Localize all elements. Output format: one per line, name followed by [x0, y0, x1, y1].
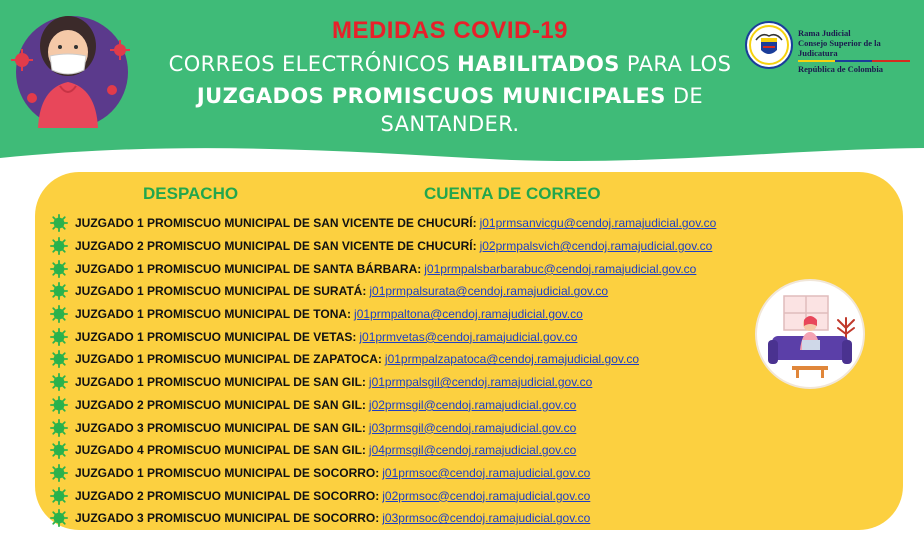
email-link[interactable]: j01prmpalzapatoca@cendoj.ramajudicial.gov.co [384, 352, 640, 367]
court-name: JUZGADO 1 PROMISCUO MUNICIPAL DE SOCORRO: [75, 465, 380, 480]
email-link[interactable]: j01prmpalsurata@cendoj.ramajudicial.gov.co [369, 284, 609, 299]
email-link[interactable]: j01prmpalsgil@cendoj.ramajudicial.gov.co [368, 375, 593, 390]
column-header-correo: CUENTA DE CORREO [424, 184, 601, 203]
court-name: JUZGADO 1 PROMISCUO MUNICIPAL DE SAN GIL: [75, 375, 366, 390]
list-item [50, 371, 790, 394]
green-virus-bullet-icon [50, 214, 68, 232]
logo-line-2: Consejo Superior de la Judicatura [798, 38, 881, 58]
green-virus-bullet-icon [50, 419, 68, 437]
email-link[interactable]: j02prmsoc@cendoj.ramajudicial.gov.co [382, 488, 591, 503]
green-virus-bullet-icon [50, 396, 68, 414]
court-email-list [50, 212, 790, 530]
list-item [50, 484, 790, 507]
subtitle-line-2-post: DE SANTANDER. [380, 84, 704, 136]
court-name: JUZGADO 3 PROMISCUO MUNICIPAL DE SAN GIL: [75, 420, 366, 435]
list-item [50, 280, 790, 303]
list-item [50, 212, 790, 235]
list-item [50, 325, 790, 348]
list-item [50, 416, 790, 439]
home-office-illustration [754, 278, 866, 390]
logo-text [798, 28, 914, 74]
logo-line-3: República de Colombia [798, 64, 884, 74]
court-name: JUZGADO 1 PROMISCUO MUNICIPAL DE SAN VICENTE DE CHUCURÍ: [75, 216, 477, 231]
green-virus-bullet-icon [50, 464, 68, 482]
rama-judicial-logo [744, 20, 914, 72]
email-link[interactable]: j01prmvetas@cendoj.ramajudicial.gov.co [359, 329, 578, 344]
email-link[interactable]: j02prmpalsvich@cendoj.ramajudicial.gov.co [479, 239, 713, 254]
court-name: JUZGADO 1 PROMISCUO MUNICIPAL DE SURATÁ: [75, 284, 367, 299]
email-link[interactable]: j01prmsanvicgu@cendoj.ramajudicial.gov.co [479, 216, 717, 231]
court-name: JUZGADO 2 PROMISCUO MUNICIPAL DE SOCORRO: [75, 488, 380, 503]
green-virus-bullet-icon [50, 487, 68, 505]
email-link[interactable]: j01prmsoc@cendoj.ramajudicial.gov.co [382, 465, 591, 480]
header-title-block [150, 16, 750, 138]
green-virus-bullet-icon [50, 260, 68, 278]
email-link[interactable]: j04prmsgil@cendoj.ramajudicial.gov.co [368, 443, 577, 458]
court-name: JUZGADO 2 PROMISCUO MUNICIPAL DE SAN VICENTE DE CHUCURÍ: [75, 239, 477, 254]
green-virus-bullet-icon [50, 441, 68, 459]
court-name: JUZGADO 1 PROMISCUO MUNICIPAL DE VETAS: [75, 329, 357, 344]
email-link[interactable]: j01prmpaltona@cendoj.ramajudicial.gov.co [354, 307, 583, 322]
green-virus-bullet-icon [50, 373, 68, 391]
list-item [50, 394, 790, 417]
court-name: JUZGADO 1 PROMISCUO MUNICIPAL DE TONA: [75, 307, 352, 322]
green-virus-bullet-icon [50, 328, 68, 346]
list-item [50, 348, 790, 371]
email-link[interactable]: j03prmsoc@cendoj.ramajudicial.gov.co [382, 511, 591, 526]
court-name: JUZGADO 4 PROMISCUO MUNICIPAL DE SAN GIL: [75, 443, 366, 458]
logo-flag-rule [798, 60, 910, 62]
green-virus-bullet-icon [50, 282, 68, 300]
email-link[interactable]: j03prmsgil@cendoj.ramajudicial.gov.co [368, 420, 577, 435]
subtitle-line-2-bold: JUZGADOS PROMISCUOS MUNICIPALES [196, 84, 666, 108]
list-item [50, 439, 790, 462]
subtitle-line-1-bold: HABILITADOS [457, 52, 620, 76]
subtitle-line-2 [150, 82, 750, 138]
email-link[interactable]: j02prmsgil@cendoj.ramajudicial.gov.co [368, 397, 577, 412]
masked-woman-illustration [4, 2, 136, 132]
list-item [50, 462, 790, 485]
green-virus-bullet-icon [50, 350, 68, 368]
rama-judicial-crest-icon [744, 20, 794, 70]
subtitle-line-1-pre: CORREOS ELECTRÓNICOS [168, 52, 458, 76]
green-virus-bullet-icon [50, 509, 68, 527]
list-item [50, 257, 790, 280]
list-item [50, 507, 790, 530]
subtitle-line-1 [150, 50, 750, 78]
list-item [50, 303, 790, 326]
list-item [50, 235, 790, 258]
court-name: JUZGADO 1 PROMISCUO MUNICIPAL DE SANTA BÁRBARA: [75, 261, 422, 276]
email-link[interactable]: j01prmpalsbarbarabuc@cendoj.ramajudicial.gov.co [424, 261, 697, 276]
subtitle-line-1-post: PARA LOS [619, 52, 732, 76]
page-title: MEDIDAS COVID-19 [331, 17, 569, 44]
logo-line-1: Rama Judicial [798, 28, 851, 38]
court-name: JUZGADO 1 PROMISCUO MUNICIPAL DE ZAPATOCA: [75, 352, 382, 367]
green-virus-bullet-icon [50, 305, 68, 323]
column-header-despacho: DESPACHO [143, 184, 239, 203]
court-name: JUZGADO 3 PROMISCUO MUNICIPAL DE SOCORRO: [75, 511, 380, 526]
green-virus-bullet-icon [50, 237, 68, 255]
court-name: JUZGADO 2 PROMISCUO MUNICIPAL DE SAN GIL: [75, 397, 366, 412]
